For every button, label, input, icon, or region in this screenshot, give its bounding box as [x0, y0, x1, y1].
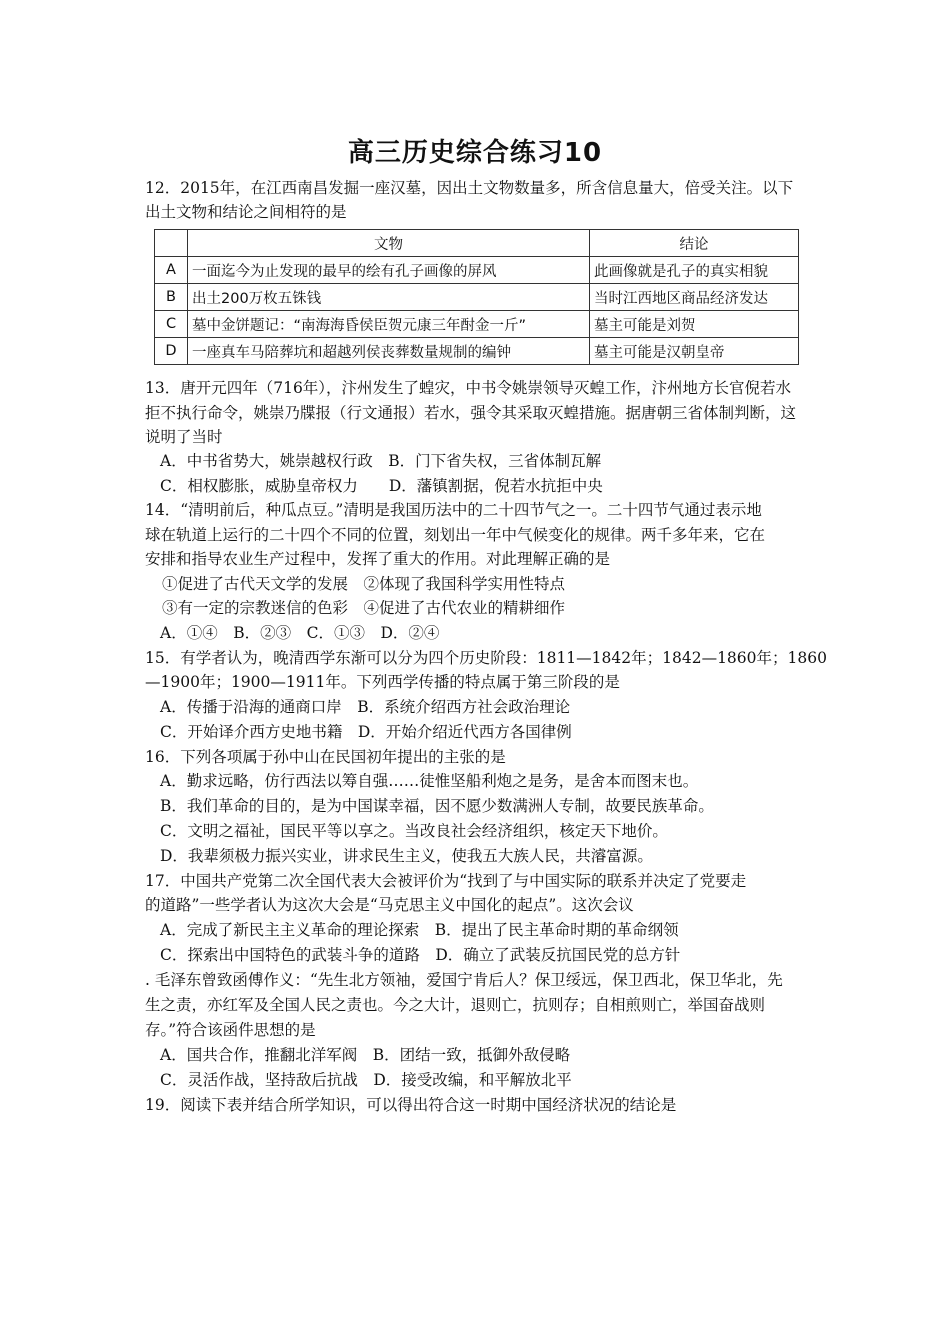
table-row: [155, 338, 799, 365]
q16-stem-line-1: 16．下列各项属于孙中山在民国初年提出的主张的是: [145, 748, 506, 766]
q18-options-cd: C．灵活作战，坚持敌后抗战 D．接受改编，和平解放北平: [160, 1071, 572, 1089]
row-relic: 一座真车马陪葬坑和超越列侯丧葬数量规制的编钟: [188, 338, 590, 365]
table-row: [155, 284, 799, 311]
q14-stem-line-1: 14．“清明前后，种瓜点豆。”清明是我国历法中的二十四节气之一。二十四节气通过表示地: [145, 501, 762, 519]
row-conclusion: 此画像就是孔子的真实相貌: [590, 257, 799, 284]
q18-stem-line-3: 存。”符合该函件思想的是: [145, 1021, 316, 1039]
q16-option-b: B．我们革命的目的，是为中国谋幸福，因不愿少数满洲人专制，故要民族革命。: [160, 797, 714, 815]
table-header-blank: [155, 230, 188, 257]
q13-options-ab: A．中书省势大，姚崇越权行政 B．门下省失权，三省体制瓦解: [160, 452, 602, 470]
q12-stem-line-2: 出土文物和结论之间相符的是: [145, 203, 347, 221]
q14-stem-line-2: 球在轨道上运行的二十四个不同的位置，刻划出一年中气候变化的规律。两千多年来，它在: [145, 526, 766, 544]
table-header-conclusion: 结论: [590, 230, 799, 257]
row-relic: 一面迄今为止发现的最早的绘有孔子画像的屏风: [188, 257, 590, 284]
q18-stem-line-2: 生之责，亦红军及全国人民之责也。今之大计，退则亡，抗则存；自相煎则亡，举国奋战则: [145, 996, 766, 1014]
q15-options-cd: C．开始译介西方史地书籍 D．开始介绍近代西方各国律例: [160, 723, 572, 741]
q12-stem-line-1: 12．2015年，在江西南昌发掘一座汉墓，因出土文物数量多，所含信息量大，倍受关注。以下: [145, 179, 794, 197]
q14-item-line-1: ①促进了古代天文学的发展 ②体现了我国科学实用性特点: [162, 575, 566, 593]
row-letter: C: [155, 311, 188, 338]
table-header-row: [155, 230, 799, 257]
q16-option-c: C．文明之福祉，国民平等以享之。当改良社会经济组织，核定天下地价。: [160, 822, 668, 840]
table-header-relic: 文物: [188, 230, 590, 257]
q17-stem-line-2: 的道路”一些学者认为这次大会是“马克思主义中国化的起点”。这次会议: [145, 896, 634, 914]
q15-options-ab: A．传播于沿海的通商口岸 B．系统介绍西方社会政治理论: [160, 698, 571, 716]
q13-stem-line-3: 说明了当时: [145, 428, 223, 446]
q16-option-d: D．我辈须极力振兴实业，讲求民生主义，使我五大族人民，共濬富源。: [160, 847, 653, 865]
row-conclusion: 墓主可能是汉朝皇帝: [590, 338, 799, 365]
row-conclusion: 墓主可能是刘贺: [590, 311, 799, 338]
q13-stem-line-2: 拒不执行命令，姚崇乃牒报（行文通报）若水，强令其采取灭蝗措施。据唐朝三省体制判断，这: [145, 404, 797, 422]
q13-options-cd: C．相权膨胀，威胁皇帝权力 D．藩镇割据，倪若水抗拒中央: [160, 477, 603, 495]
row-letter: A: [155, 257, 188, 284]
q12-table: [154, 229, 799, 365]
table-row: [155, 311, 799, 338]
q15-stem-line-2: —1900年；1900—1911年。下列西学传播的特点属于第三阶段的是: [145, 673, 620, 691]
q14-stem-line-3: 安排和指导农业生产过程中，发挥了重大的作用。对此理解正确的是: [145, 550, 611, 568]
table-row: [155, 257, 799, 284]
q19-stem-line-1: 19．阅读下表并结合所学知识，可以得出符合这一时期中国经济状况的结论是: [145, 1096, 677, 1114]
q17-options-cd: C．探索出中国特色的武装斗争的道路 D．确立了武装反抗国民党的总方针: [160, 946, 681, 964]
page-title: 高三历史综合练习10: [347, 138, 603, 168]
q15-stem-line-1: 15．有学者认为，晚清西学东渐可以分为四个历史阶段：1811—1842年；1842—1860年；1860: [145, 649, 827, 667]
q18-options-ab: A．国共合作，推翻北洋军阀 B．团结一致，抵御外敌侵略: [160, 1046, 571, 1064]
q18-stem-line-1: . 毛泽东曾致函傅作义：“先生北方领袖，爱国宁肯后人？保卫绥远，保卫西北，保卫华北，先: [145, 971, 783, 989]
q17-stem-line-1: 17．中国共产党第二次全国代表大会被评价为“找到了与中国实际的联系并决定了党要走: [145, 872, 747, 890]
q14-item-line-2: ③有一定的宗教迷信的色彩 ④促进了古代农业的精耕细作: [162, 599, 566, 617]
row-conclusion: 当时江西地区商品经济发达: [590, 284, 799, 311]
row-relic: 墓中金饼题记：“南海海昏侯臣贺元康三年酎金一斤”: [188, 311, 590, 338]
q14-options: A．①④ B．②③ C．①③ D．②④: [160, 624, 440, 642]
q16-option-a: A．勤求远略，仿行西法以筹自强……徒惟坚船利炮之是务，是舍本而图末也。: [160, 772, 699, 790]
row-letter: D: [155, 338, 188, 365]
q13-stem-line-1: 13．唐开元四年（716年），汴州发生了蝗灾，中书令姚崇领导灭蝗工作，汴州地方长官倪若水: [145, 379, 792, 397]
q17-options-ab: A．完成了新民主主义革命的理论探索 B．提出了民主革命时期的革命纲领: [160, 921, 679, 939]
row-relic: 出土200万枚五铢钱: [188, 284, 590, 311]
row-letter: B: [155, 284, 188, 311]
